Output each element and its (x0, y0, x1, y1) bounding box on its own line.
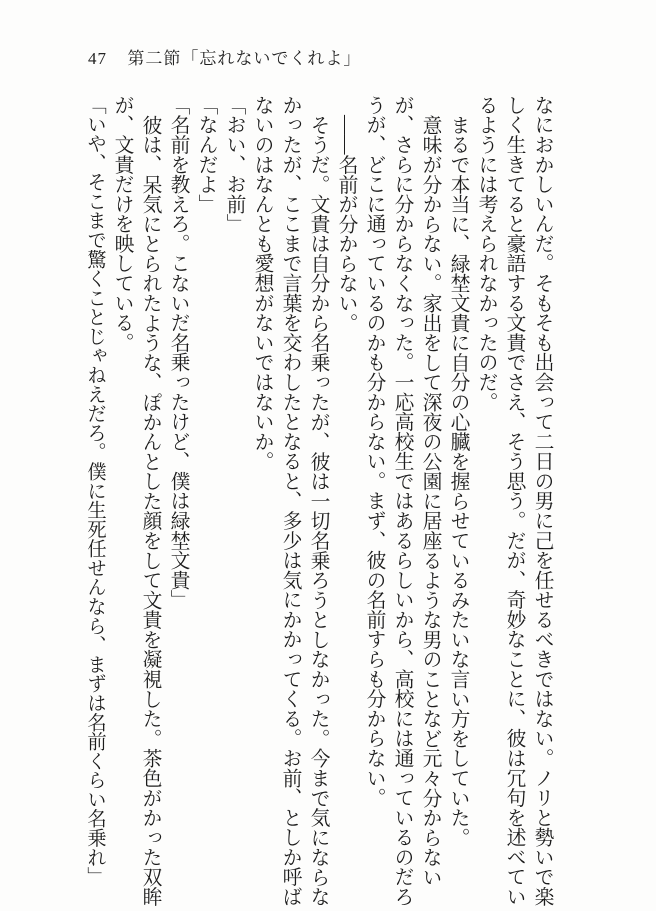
paragraph: ――名前が分からない。 (335, 114, 357, 333)
paragraph: 「名前を教えろ。こないだ名乗ったけど、僕は緑埜文貴」 (167, 95, 189, 610)
section-title: 第二節「忘れないでくれよ」 (127, 49, 362, 68)
page-header (88, 44, 361, 69)
paragraph: 「なんだよ」 (195, 95, 217, 214)
paragraph: 「おい、お前」 (223, 95, 245, 234)
paragraph: 彼は、呆気にとられたような、ぽかんとした顔をして文貴を凝視した。茶色がかった双眸が、文貴だけを映している。 (111, 95, 161, 907)
paragraph: なにおかしいんだ。そもそも出会って二日の男に己を任せるべきではない。ノリと勢いで楽しく生きてると豪語する文貴でさえ、そう思う。だが、奇妙なことに、彼は冗句を述べているようには考えられなかったのだ。 (475, 95, 553, 907)
text-body (80, 95, 556, 909)
paragraph: まるで本当に、緑埜文貴に自分の心臓を握らせているみたいな言い方をしていた。 (447, 114, 469, 848)
paragraph: 意味が分からない。家出をして深夜の公園に居座るような男のことなど元々分からないが、さらに分からなくなった。一応高校生ではあるらしいから、高校には通っているのだろうが、どこに通っているのかも分からない。まず、彼の名前すらも分からない。 (363, 95, 441, 907)
page-number: 47 (88, 49, 107, 68)
paragraph: 「いや、そこまで驚くことじゃねえだろ。僕に生死任せんなら、まずは名前くらい名乗れ」 (84, 95, 105, 886)
paragraph: そうだ。文貴は自分から名乗ったが、彼は一切名乗ろうとしなかった。今まで気にならなかったが、ここまで言葉を交わしたとなると、多少は気にかかってくる。お前、としか呼ばないのはなんとも愛想がないではないか。 (251, 95, 329, 907)
